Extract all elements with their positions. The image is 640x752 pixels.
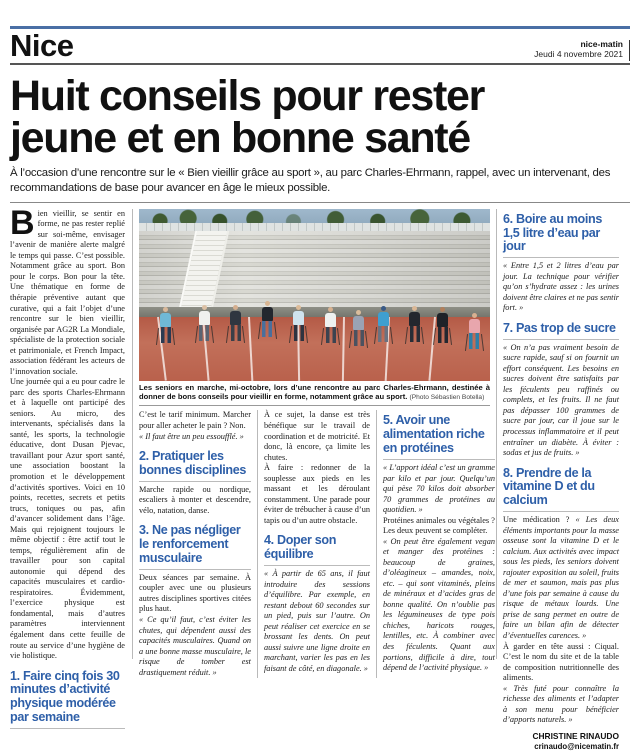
byline-author: CHRISTINE RINAUDO: [532, 730, 619, 741]
tip-3-quote: « Ce qu’il faut, c’est éviter les chutes, qui dépendent aussi des capacités musculaires. Quand on a une bonne masse musculaire, le risque de tomber est drastiquement réduit. »: [139, 614, 251, 677]
byline-email: crinaudo@nicematin.fr: [534, 741, 619, 751]
tip-2-heading: 2. Pratiquer les bonnes disciplines: [139, 449, 247, 477]
page-title: Nice: [10, 28, 74, 63]
tip-7-quote: « On n’a pas vraiment besoin de sucre rapide, sauf si on fournit un effort conséquent. Les besoins en sucres doivent être satisfaits par les féculents peu raffinés ou complets, et les fruits. Il ne faut pas dépasser 100 grammes de sucre par jour, car il joue sur le processus inflammatoire et il peut entraîner un diabète. À éviter : sodas et jus de fruits. »: [503, 342, 619, 458]
tip-4-heading: 4. Doper son équilibre: [264, 533, 337, 562]
tip-6-heading: 6. Boire au moins 1,5 litre d’eau par jour: [503, 211, 603, 254]
photo-block: [139, 209, 490, 407]
headline-line-1: Huit conseils pour rester: [10, 71, 485, 120]
column-3: [258, 410, 376, 678]
newspaper-page: [0, 26, 640, 751]
tip-8-body: [503, 515, 619, 641]
headline-line-2: jeune et en bonne santé: [10, 114, 470, 163]
photo-walker: [199, 305, 210, 341]
tip-8-lead: Une médication ?: [503, 515, 570, 525]
tip-5-heading: 5. Avoir une alimentation riche en protéines: [383, 413, 485, 456]
column-2: [139, 410, 257, 678]
tip-1-body: C’est le tarif minimum. Marcher pour aller acheter le pain ? Non.: [139, 410, 251, 430]
column-5: [497, 209, 619, 751]
tip-5-quote-2: « On peut être également vegan et manger des protéines : beaucoup de graines, d’oléagineux – amandes, noix, etc. – qui sont vitaminés, pleins de minéraux et d’acides gras de bonne qualité. On n’oublie pas les légumineuses de type pois chiches, haricots rouges, lentilles, etc. À combiner avec des féculents. Quant aux portions, difficile à dire, tout dépend de l’activité physique. »: [383, 536, 495, 673]
column-1: [10, 203, 132, 725]
tip-3-body: Deux séances par semaine. À coupler avec une ou plusieurs autres disciplines sportives citées plus haut.: [139, 572, 251, 614]
tip-8-rule: [503, 511, 619, 512]
tip-2-rule: [139, 481, 251, 482]
tip-2-body: Marche rapide ou nordique, escaliers à monter et descendre, vélo, natation, danse.: [139, 484, 251, 515]
tip-8-heading: 8. Prendre de la vitamine D et du calcium: [503, 465, 595, 508]
tip-4-quote: « À partir de 65 ans, il faut introduire des sessions d’équilibre. Par exemple, en restant debout 60 secondes sur un pied, puis sur l’autre. On peut réaliser cet exercice en se brossant les dents. On peut aussi suivre une ligne droite en marchant, varier les pas en les faisant de côté, en diagonale. »: [264, 568, 370, 673]
photo-walker: [262, 301, 273, 337]
issue-date: Jeudi 4 novembre 2021: [534, 49, 623, 60]
caption-divider: [139, 405, 490, 406]
media-and-columns: [133, 209, 496, 677]
tip-4-rule: [264, 565, 370, 566]
tip-8-quote: « Les deux éléments importants pour la masse osseuse sont la vitamine D et le calcium. Aux activités avec impact sous les pieds, les seniors doivent rajouter exposition au soleil, fruits de mer et saumon, mais pas plus d’une fois par semaine à cause du risque de métaux lourds. Une prise de sang permet en outre de faire un bilan afin de détecter d’éventuelles carences. »: [503, 515, 619, 640]
byline: [503, 731, 619, 752]
photo-walker: [378, 306, 389, 342]
photo-walker: [353, 310, 364, 346]
tip-1-quote: « Il faut être un peu essoufflé. »: [139, 431, 244, 441]
publication-brand: nice-matin: [580, 39, 623, 50]
tip-3-body-3: À faire : redonner de la souplesse aux pieds en les massant et les déroulant constamment. Une parade pour éviter de trébucher à cause d’un tapis ou d’un autre obstacle.: [264, 463, 370, 525]
tip-6-rule: [503, 257, 619, 258]
photo-caption: [139, 383, 490, 403]
photo-walker: [469, 313, 480, 349]
tip-3-rule: [139, 569, 251, 570]
photo-walker: [230, 305, 241, 341]
photo-walker: [293, 305, 304, 341]
tip-3-body-2: À ce sujet, la danse est très bénéfique sur le travail de coordination et de motricité. Et donc, là encore, ça limite les chutes.: [264, 410, 370, 462]
masthead-info: [534, 40, 630, 61]
tip-1-rule: [10, 728, 125, 729]
tip-8-body-2: À garder en tête aussi : Ciqual. C’est le nom du site et de la table de composition nutritionnelle des aliments.: [503, 641, 619, 683]
photo-walker: [437, 307, 448, 343]
article-photo: [139, 209, 490, 381]
article-body: [10, 203, 630, 751]
article-headline: [10, 71, 630, 163]
tip-5-quote: « L’apport idéal c’est un gramme par kilo et par jour. Quelqu’un qui pèse 70 kilos doit absorber 70 grammes de protéines au quotidien. »: [383, 462, 495, 515]
photo-credit: (Photo Sébastien Botella): [409, 394, 485, 402]
intro-paragraph-1: Bien vieillir, se sentir en forme, ne pas rester replié sur soi-même, envisager l’avenir de manière alerte malgré le temps qui passe. C’est possible. Notamment grâce au sport. Bon pour le corps. Bon pour la tête. Une thématique en forme de thérapie préventive autant que curative, qui a fait l’objet d’une rencontre sur le bien vieillir, organisée par AG2R La Mondiale, spécialiste de la protection sociale et patrimoniale, et French Impact, association fédérant les acteurs de l’innovation sociale.: [10, 203, 125, 376]
intro-paragraph-2: Une journée qui a eu pour cadre le parc des sports Charles-Ehrmann et à laquelle ont participé des seniors. Au micro, des intervenants, spécialisés dans la santé, les sports, la technologie éducative, dont Dusan Pjevac, travaillant pour Azur sport santé, une association boostant la promotion et le développement d’activités sportives. Voici en 10 points, recettes, secrets et petits trucs, toniques ou pas, afin d’avancer solidement dans l’âge. Mais qui rejoignent toujours le même objectif : être actif tout le temps, régulièrement afin de travailler pour son capital autonomie qui dépend des capacités musculaires et cardio-respiratoires. Évidemment, l’exercice physique est fondamental, mais d’autres paramètres interviennent également dans cette feuille de route au service d’une hygiène de vie holistique.: [10, 377, 125, 661]
masthead: [10, 29, 630, 63]
tip-5-body: Protéines animales ou végétales ? Les deux peuvent se compléter.: [383, 515, 495, 536]
tip-1-heading: 1. Faire cinq fois 30 minutes d’activité physique modérée par semaine: [10, 668, 120, 725]
tip-8-quote-2: « Très futé pour connaître la richesse des aliments et l’adapter à son menu pour bénéficier d’apports naturels. »: [503, 683, 619, 725]
article-standfirst: À l’occasion d’une rencontre sur le « Bien vieillir grâce au sport », au parc Charles-Ehrmann, rappel, avec un intervenant, des recommandations de base pour avancer en âge le mieux possible.: [10, 166, 611, 194]
photo-caption-text: Les seniors en marche, mi-octobre, lors d’une rencontre au parc Charles-Ehrmann, destinée à donner de bons conseils pour vieillir en forme, notamment grâce au sport.: [139, 382, 490, 402]
standfirst-divider: [10, 202, 630, 203]
tip-5-rule: [383, 459, 495, 460]
column-4: [377, 410, 495, 678]
photo-walker: [325, 307, 336, 343]
photo-walker: [409, 306, 420, 342]
tip-7-rule: [503, 339, 619, 340]
masthead-divider: [10, 63, 630, 65]
tip-3-heading: 3. Ne pas négliger le renforcement musculaire: [139, 523, 241, 565]
lower-columns: [139, 410, 495, 678]
tip-7-heading: 7. Pas trop de sucre: [503, 320, 616, 335]
photo-walker: [160, 307, 171, 343]
tip-6-quote: « Entre 1,5 et 2 litres d’eau par jour. La technique pour vérifier qu’on s’hydrate assez : les urines doivent être claires et ne pas sentir fort. »: [503, 261, 619, 313]
